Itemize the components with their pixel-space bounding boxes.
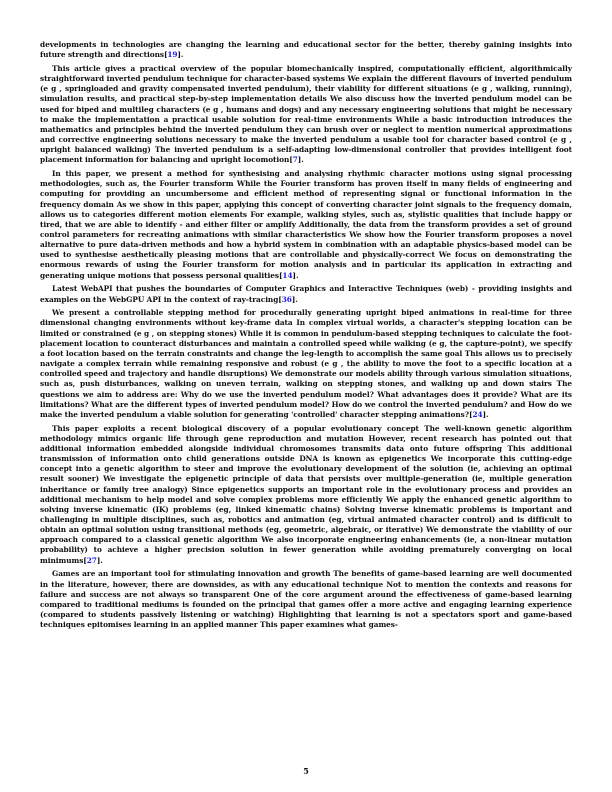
page-body [40, 40, 572, 634]
paragraph-text: We present a controllable stepping method for procedurally generating upright biped animations in real-time for three dimensional changing environments without key-frame data In complex virtual worlds, a character's stepping location can be limited or constrained (e g , on stepping stones) While it is common in pendulum-based stepping techniques to calculate the foot-placement location to counteract disturbances and maintain a controlled speed while walking (e g, the capture-point), we specify a foot location based on the terrain constraints and change the leg-length to accomplish the same goal This allows us to precisely navigate a complex terrain while remaining responsive and robust (e g , the ability to move the foot to a specific location at a controlled speed and trajectory and handle disruptions) We demonstrate our models ability through various simulation situations, such as, push disturbances, walking on uneven terrain, walking on stepping stones, and walking up and down stairs The questions we aim to address are: Why do we use the inverted pendulum model? What advantages does it provide? What are its limitations? What are the different types of inverted pendulum model? How do we control the inverted pendulum? and How do we make the inverted pendulum a viable solution for generating 'controlled' character stepping animations?[ [40, 308, 572, 419]
paragraph-text-end: ]. [96, 555, 103, 565]
paragraph-1 [40, 40, 572, 60]
citation-link[interactable]: 14 [282, 270, 293, 280]
paragraph-6 [40, 424, 572, 566]
paragraph-text: Games are an important tool for stimulating innovation and growth The benefits of game-based learning are well documented in the literature, however, there are downsides, as with any educational technique Not to mention the contexts and reasons for failure and success are not always so transparent One of the core argument around the effectiveness of game-based learning compared to traditional mediums is founded on the principal that games offer a more active and engaging learning experience (compared to students passively listening or watching) Highlighting that learning is not a spectators sport and game-based techniques epitomises learning in an applied manner This paper examines what games- [40, 569, 572, 630]
paragraph-text-end: ]. [482, 409, 489, 419]
citation-link[interactable]: 36 [281, 294, 292, 304]
paragraph-7 [40, 569, 572, 630]
paragraph-text: Latest WebAPI that pushes the boundaries of Computer Graphics and Interactive Techniques (web) - providing insights and examples on the WebGPU API in the context of ray-tracing[ [40, 284, 572, 304]
citation-link[interactable]: 27 [86, 555, 97, 565]
paragraph-5 [40, 308, 572, 420]
paragraph-3 [40, 169, 572, 281]
paragraph-2 [40, 64, 572, 166]
paragraph-text: This article gives a practical overview of the popular biomechanically inspired, computationally efficient, algorithmically straightforward inverted pendulum technique for character-based systems We explain the different flavours of inverted pendulum (e g , springloaded and gravity compensated inverted pendulum), their viability for different situations (e g , walking, running), simulation results, and practical step-by-step implementation details We also discuss how the inverted pendulum model can be used for biped and multileg characters (e g , humans and dogs) and any necessary engineering solutions that might be necessary to make the implementation a practical usable solution for real-time environments While a basic introduction introduces the mathematics and principles behind the inverted pendulum they can brush over or neglect to mention numerical approximations and corrective engineering solutions necessary to make the inverted pendulum a usable tool for character based control (e g , upright balanced walking) The inverted pendulum is a self-adapting low-dimensional controller that provides intelligent foot placement information for balancing and upright locomotion[ [40, 63, 572, 165]
page-number: 5 [303, 766, 309, 776]
citation-link[interactable]: 24 [472, 409, 483, 419]
paragraph-4 [40, 284, 572, 304]
paragraph-text: developments in technologies are changing the learning and educational sector for the better, thereby gaining insights into future strength and directions[ [40, 40, 572, 60]
paragraph-text-end: ]. [292, 270, 299, 280]
paragraph-text: In this paper, we present a method for synthesising and analysing rhythmic character motions using signal processing methodologies, such as, the Fourier transform While the Fourier transform has proven itself in many fields of engineering and computing for providing an uncumbersome and efficient method of representing signal or functional information in the frequency domain As we show in this paper, applying this concept of converting character joint signals to the frequency domain, allows us to categories different motion elements For example, walking styles, such as, stylistic qualities that include happy or tired, that we are able to identify - and either filter or amplify Additionally, the data from the transform provides a set of ground control parameters for recreating animations with similar characteristics We show how the Fourier transform proposes a novel alternative to pure data-driven methods and how a hybrid system in combination with an adaptable physics-based model can be used to synthesise aesthetically pleasing motions that are controllable and physically-correct We focus on demonstrating the enormous rewards of using the Fourier transform for motion analysis and in particular its application in extracting and generating unique motions that possess personal qualities[ [40, 169, 572, 280]
paragraph-text-end: ]. [291, 294, 298, 304]
paragraph-text-end: ]. [297, 155, 304, 165]
citation-link[interactable]: 19 [167, 50, 178, 60]
paragraph-text-end: ]. [177, 50, 184, 60]
paragraph-text: This paper exploits a recent biological discovery of a popular evolutionary concept The well-known genetic algorithm methodology mimics organic life through gene reproduction and mutation However, recent research has pointed out that additional information embedded alongside individual chromosomes transmits data onto future offspring This additional transmission of information onto child generations outside DNA is known as epigenetics We incorporate this cutting-edge concept into a genetic algorithm to steer and improve the evolutionary development of the solution (ie, achieving an optimal result sooner) We investigate the epigenetic principle of data that persists over multiple-generation (ie, multiple generation inheritance or family tree analogy) Since epigenetics supports an important role in the evolutionary process and provides an additional mechanism to help model and solve complex problems more efficiently We apply the enhanced genetic algorithm to solving inverse kinematic (IK) problems (eg, linked kinematic chains) Solving inverse kinematic problems is important and challenging in multiple disciplines, such as, robotics and animation (eg, virtual animated character control) and is difficult to obtain an optimal solution using transitional methods (eg, geometric, algebraic, or iterative) We demonstrate the viability of our approach compared to a classical genetic algorithm We also incorporate engineering enhancements (ie, a non-linear mutation probability) to achieve a higher precision solution in fewer generation while avoiding prematurely converging on local minimums[ [40, 423, 572, 565]
citation-link[interactable]: 7 [292, 155, 298, 165]
